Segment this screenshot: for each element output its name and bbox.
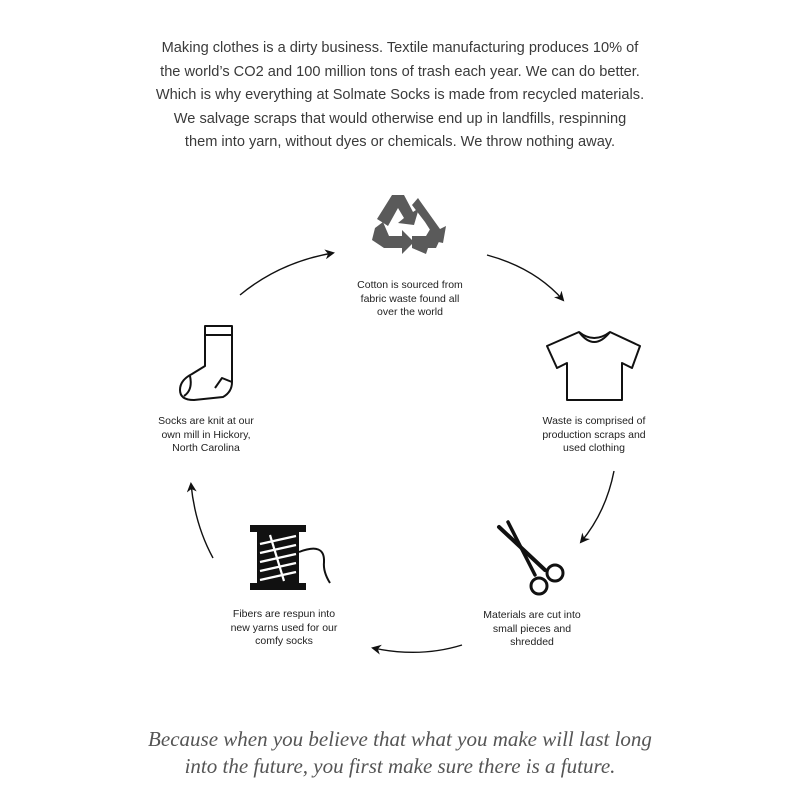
step-caption-respun — [208, 608, 360, 649]
cycle-arrow — [581, 471, 614, 542]
step-caption-cut — [460, 609, 604, 650]
caption-line: comfy socks — [255, 635, 313, 647]
sock-icon — [180, 326, 232, 400]
step-caption-knit — [134, 415, 278, 456]
caption-line: small pieces and — [492, 622, 572, 635]
caption-line: own mill in Hickory, — [161, 428, 251, 441]
caption-line: new yarns used for our — [230, 621, 338, 634]
caption-line: over the world — [377, 306, 443, 318]
step-caption-waste — [522, 415, 666, 456]
caption-line: Socks are knit at our — [158, 415, 254, 427]
intro-line: the world’s CO2 and 100 million tons of trash each year. We can do better. — [160, 63, 640, 80]
scissors-icon — [499, 522, 563, 594]
intro-line: We salvage scraps that would otherwise end up in landfills, respinning — [173, 110, 627, 127]
caption-line: production scraps and — [542, 428, 646, 441]
quote-line: Because when you believe that what you make will last long — [148, 727, 652, 751]
cycle-arrow — [373, 645, 462, 652]
caption-line: Waste is comprised of — [542, 415, 646, 427]
caption-line: North Carolina — [172, 442, 240, 454]
tshirt-icon — [547, 332, 640, 400]
closing-quote — [60, 726, 740, 780]
recycle-icon — [372, 195, 446, 254]
quote-line: into the future, you first make sure there is a future. — [184, 754, 616, 778]
intro-line: Which is why everything at Solmate Socks is made from recycled materials. — [155, 87, 645, 103]
spool-icon — [250, 525, 330, 590]
cycle-arrow — [191, 484, 213, 558]
cycle-arrow — [487, 255, 563, 300]
caption-line: Fibers are respun into — [232, 608, 336, 620]
cycle-arrow — [240, 253, 333, 295]
step-caption-cotton — [340, 279, 480, 320]
caption-line: used clothing — [563, 442, 625, 454]
caption-line: shredded — [510, 636, 554, 648]
caption-line: Materials are cut into — [483, 609, 581, 621]
caption-line: Cotton is sourced from — [357, 279, 463, 291]
intro-line: Making clothes is a dirty business. Textile manufacturing produces 10% of — [161, 40, 639, 56]
caption-line: fabric waste found all — [360, 292, 460, 305]
intro-line: them into yarn, without dyes or chemicals. We throw nothing away. — [184, 134, 616, 150]
